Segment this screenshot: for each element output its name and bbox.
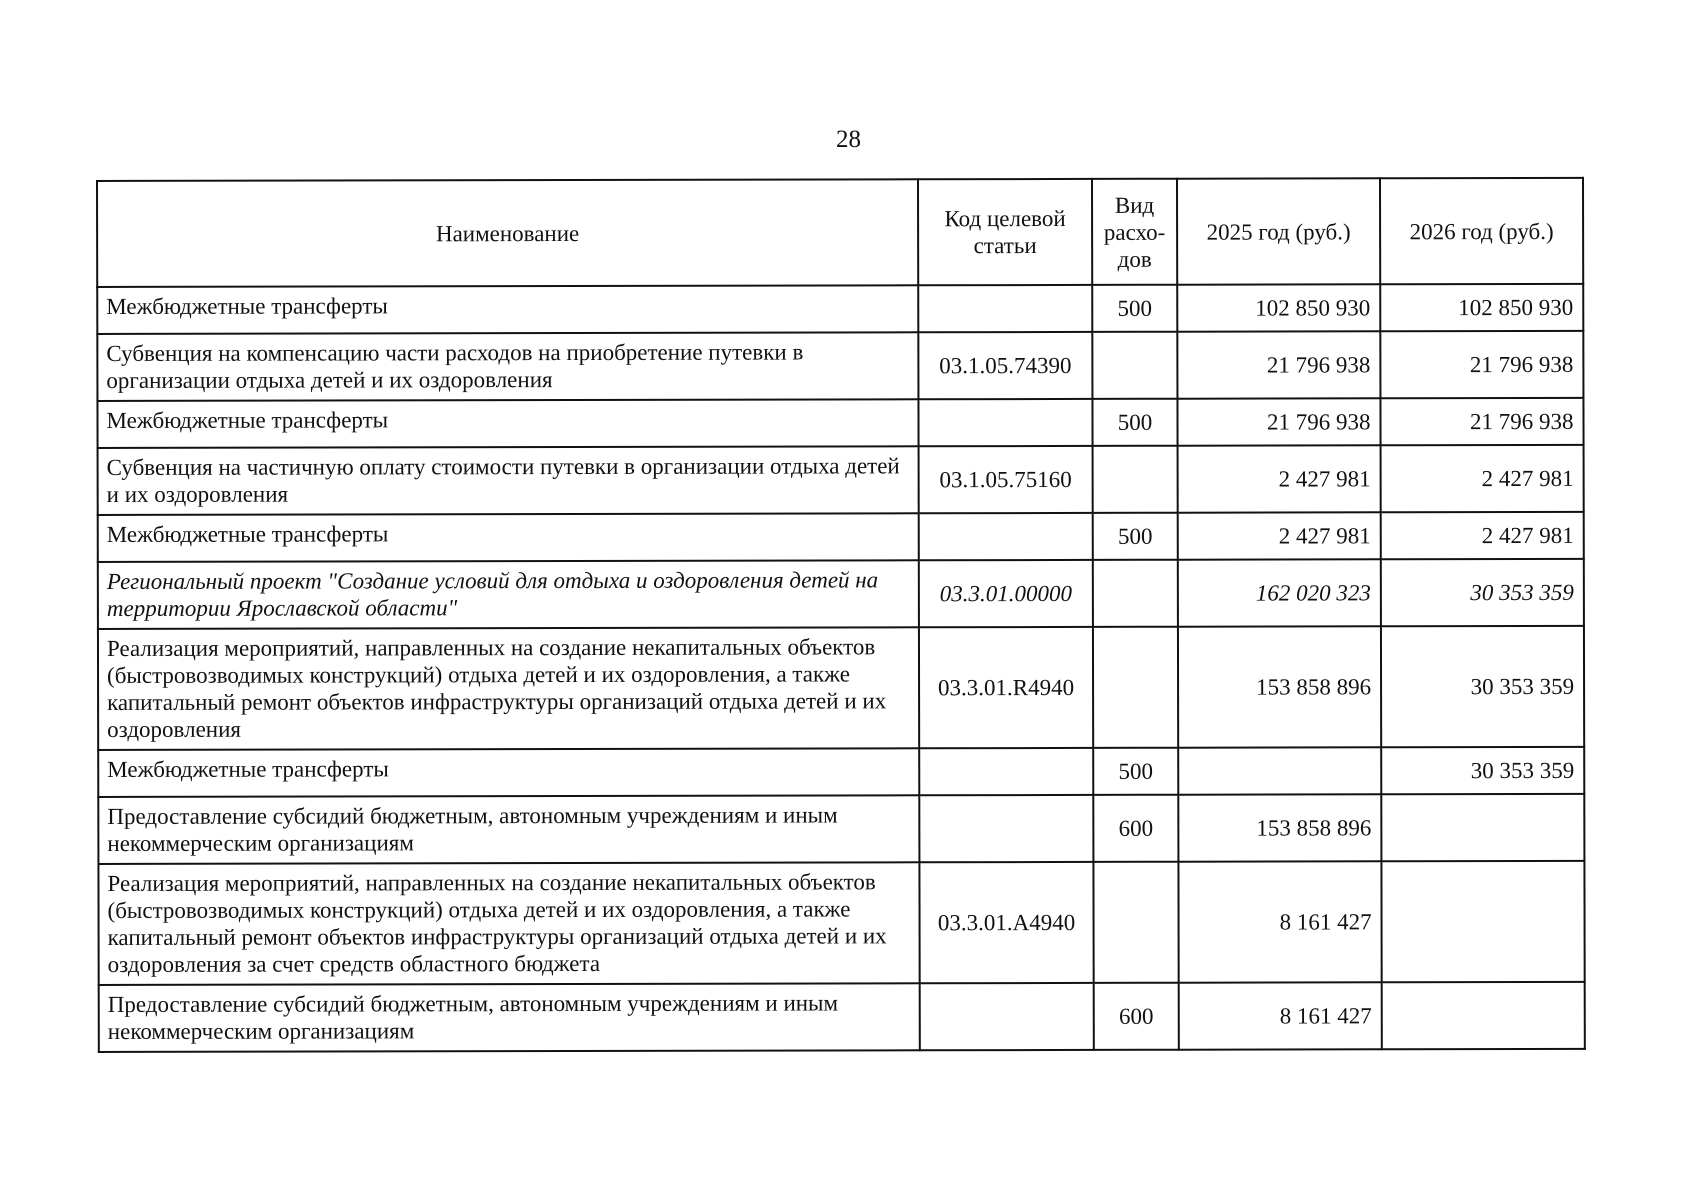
row-name: Региональный проект "Создание условий для отдыха и оздоровления детей на территории Ярославской области" <box>98 560 919 629</box>
row-expense-type: 600 <box>1094 983 1179 1050</box>
row-2025: 162 020 323 <box>1178 559 1381 626</box>
table-row <box>98 794 1584 864</box>
row-2025: 8 161 427 <box>1179 982 1382 1049</box>
row-2026: 30 353 359 <box>1381 559 1584 626</box>
header-2025: 2025 год (руб.) <box>1177 178 1380 284</box>
table-row <box>98 747 1584 797</box>
table-row <box>99 982 1585 1052</box>
table-row <box>98 559 1584 629</box>
row-expense-type: 600 <box>1093 795 1178 862</box>
row-expense-type: 500 <box>1093 748 1178 795</box>
row-name: Реализация мероприятий, направленных на создание некапитальных объектов (быстровозводимых конструкций) отдыха детей и их оздоровления, а также капитальный ремонт объектов инфраструктуры организаций отдыха детей и их оздоровления <box>98 627 919 750</box>
table-row <box>98 512 1584 562</box>
header-name: Наименование <box>97 179 918 287</box>
row-2026: 2 427 981 <box>1381 445 1584 512</box>
table-row <box>97 398 1583 448</box>
row-expense-type <box>1093 627 1178 748</box>
row-2025: 21 796 938 <box>1177 331 1380 398</box>
row-code <box>920 983 1094 1050</box>
row-code: 03.1.05.74390 <box>918 332 1092 399</box>
row-expense-type: 500 <box>1093 513 1178 560</box>
row-code <box>919 795 1093 862</box>
row-2026 <box>1381 861 1584 982</box>
row-2026: 30 353 359 <box>1381 626 1584 747</box>
row-expense-type <box>1093 446 1178 513</box>
row-name: Межбюджетные трансферты <box>97 399 918 448</box>
row-name: Субвенция на частичную оплату стоимости путевки в организации отдыха детей и их оздоровления <box>98 446 919 515</box>
row-2025: 21 796 938 <box>1177 398 1380 445</box>
row-code: 03.1.05.75160 <box>919 446 1093 513</box>
row-expense-type <box>1092 332 1177 399</box>
row-2025 <box>1178 747 1381 794</box>
row-2025: 2 427 981 <box>1178 512 1381 559</box>
budget-table <box>96 177 1586 1053</box>
row-expense-type <box>1093 560 1178 627</box>
row-2026: 2 427 981 <box>1381 512 1584 559</box>
header-2026: 2026 год (руб.) <box>1380 178 1583 284</box>
table-row <box>97 331 1583 401</box>
row-2025: 153 858 896 <box>1178 794 1381 861</box>
row-name: Межбюджетные трансферты <box>97 285 918 334</box>
row-2025: 8 161 427 <box>1178 861 1381 982</box>
row-2026: 102 850 930 <box>1380 284 1583 331</box>
header-expense-type: Вид расхо-дов <box>1092 179 1177 285</box>
row-expense-type <box>1093 862 1178 983</box>
row-code <box>918 399 1092 446</box>
row-code: 03.3.01.R4940 <box>919 627 1093 748</box>
row-expense-type: 500 <box>1092 285 1177 332</box>
table-row <box>98 626 1584 750</box>
row-name: Предоставление субсидий бюджетным, автономным учреждениям и иным некоммерческим организациям <box>99 983 920 1052</box>
row-code: 03.3.01.00000 <box>919 560 1093 627</box>
row-name: Субвенция на компенсацию части расходов на приобретение путевки в организации отдыха детей и их оздоровления <box>97 332 918 401</box>
row-name: Предоставление субсидий бюджетным, автономным учреждениям и иным некоммерческим организациям <box>98 795 919 864</box>
header-code: Код целевой статьи <box>918 179 1092 285</box>
table-row <box>98 861 1584 985</box>
row-expense-type: 500 <box>1092 399 1177 446</box>
row-code <box>919 513 1093 560</box>
header-row <box>97 178 1583 287</box>
row-code <box>919 748 1093 795</box>
row-name: Реализация мероприятий, направленных на создание некапитальных объектов (быстровозводимых конструкций) отдыха детей и их оздоровления, а также капитальный ремонт объектов инфраструктуры организаций отдыха детей и их оздоровления за счет средств областного бюджета <box>98 862 919 985</box>
row-2026: 21 796 938 <box>1380 398 1583 445</box>
row-code <box>918 285 1092 332</box>
row-2025: 102 850 930 <box>1177 284 1380 331</box>
row-2025: 2 427 981 <box>1178 445 1381 512</box>
row-2026: 30 353 359 <box>1381 747 1584 794</box>
table-row <box>98 445 1584 515</box>
row-code: 03.3.01.А4940 <box>919 862 1093 983</box>
row-2025: 153 858 896 <box>1178 626 1381 747</box>
page-number: 28 <box>836 126 861 153</box>
row-2026 <box>1382 982 1585 1049</box>
row-2026: 21 796 938 <box>1380 331 1583 398</box>
row-name: Межбюджетные трансферты <box>98 748 919 797</box>
row-2026 <box>1381 794 1584 861</box>
table-row <box>97 284 1583 334</box>
row-name: Межбюджетные трансферты <box>98 513 919 562</box>
